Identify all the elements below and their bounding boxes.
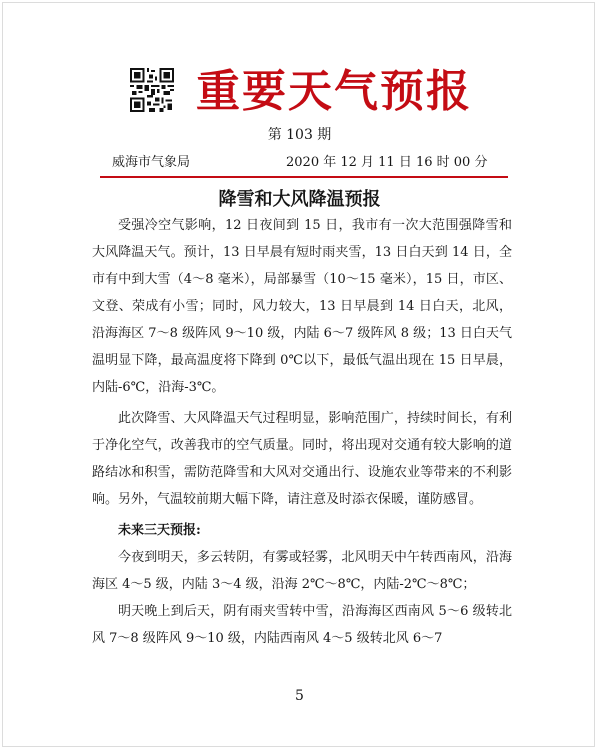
masthead-title: 重要天气预报: [196, 66, 472, 117]
body-paragraph: 受强冷空气影响，12 日夜间到 15 日，我市有一次大范围强降雪和大风降温天气。预计，13 日早晨有短时雨夹雪，13 日白天到 14 日，全市有中到大雪（4～8 毫米），局部暴雪（10～15 毫米），15 日，市区、文登、荣成有小雪；同时，风力较大，13 日早晨到 14 日白天，北风，沿海海区 7～8 级阵风 9～10 级，内陆 6～7 级阵风 8 级；13 日白天气温明显下降，最高温度将下降到 0℃以下，最低气温出现在 15 日早晨，内陆-6℃，沿海-3℃。: [92, 218, 512, 395]
issue-datetime: 2020 年 12 月 11 日 16 时 00 分: [286, 155, 488, 170]
forecast-paragraph: 今夜到明天，多云转阴，有雾或轻雾，北风明天中午转西南风，沿海海区 4～5 级，内陆 3～4 级，沿海 2℃～8℃，内陆-2℃～8℃；: [92, 550, 512, 592]
body-paragraph: 此次降雪、大风降温天气过程明显，影响范围广，持续时间长，有利于净化空气，改善我市的空气质量。同时，将出现对交通有较大影响的道路结冰和积雪，需防范降雪和大风对交通出行、设施农业等带来的不利影响。另外，气温较前期大幅下降，请注意及时添衣保暖，谨防感冒。: [92, 411, 512, 507]
issuing-agency: 威海市气象局: [112, 155, 191, 170]
report-body: [92, 212, 512, 652]
forecast-paragraph: 明天晚上到后天，阴有雨夹雪转中雪，沿海海区西南风 5～6 级转北风 7～8 级阵风 9～10 级，内陆西南风 4～5 级转北风 6～7: [92, 604, 512, 646]
forecast-section-title: 未来三天预报:: [118, 523, 201, 538]
page-number: 5: [295, 688, 304, 704]
headline: 降雪和大风降温预报: [218, 189, 381, 210]
qr-code-icon: [130, 68, 174, 112]
header-divider: [100, 176, 508, 178]
issue-number: 第 103 期: [267, 127, 332, 143]
